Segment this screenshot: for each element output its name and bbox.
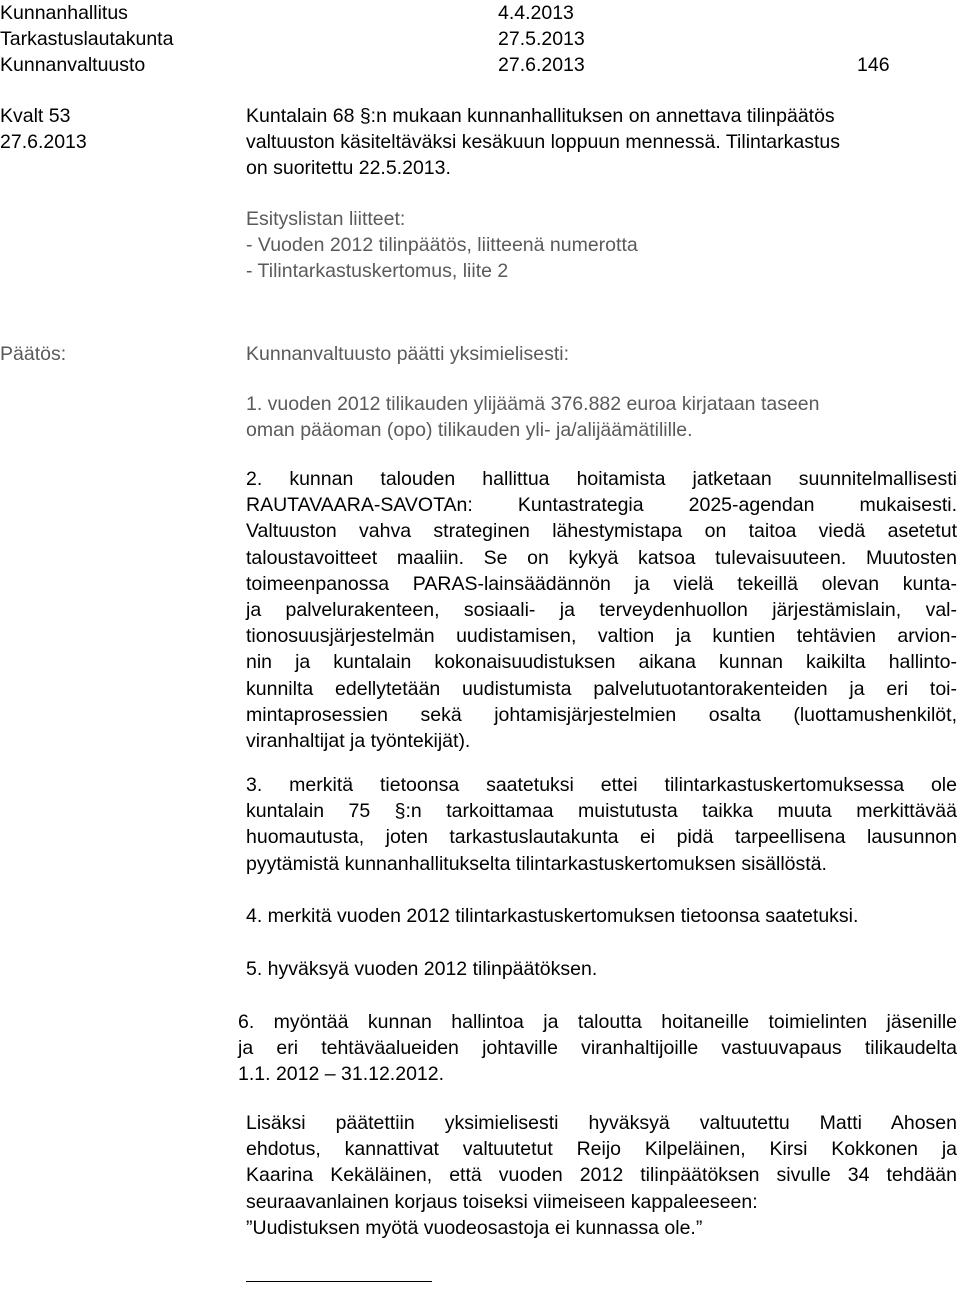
meeting-body-2: Tarkastuslautakunta: [0, 28, 174, 50]
decision-statement: Kunnanvaltuusto päätti yksimielisesti:: [246, 343, 569, 365]
section-ref: Kvalt 53: [0, 105, 71, 127]
decision-item-6: 6. myöntää kunnan hallintoa ja taloutta hoitaneille toimielinten jäsenille ja eri tehtäväalueiden johtaville viranhaltijoille vastuuvapaus tilikaudelta 1.1. 2012 – 31.12.2012.: [238, 1011, 957, 1086]
attachment-item: - Vuoden 2012 tilinpäätös, liitteenä numerotta: [246, 234, 638, 257]
attachments-heading: Esityslistan liitteet:: [246, 208, 406, 230]
decision-item-3: 3. merkitä tietoonsa saatetuksi ettei tilintarkastuskertomuksessa ole kuntalain 75 §:n tarkoittamaa muistutusta taikka muuta merkittävää huomautusta, joten tarkastuslautakunta ei pidä tarpeellisena lausunnon pyytämistä kunnanhallitukselta tilintarkastuskertomuksen sisällöstä.: [246, 774, 957, 875]
meeting-body-1: Kunnanhallitus: [0, 2, 128, 24]
decision-item-5: 5. hyväksyä vuoden 2012 tilinpäätöksen.: [246, 958, 598, 980]
intro-paragraph: Kuntalain 68 §:n mukaan kunnanhallituksen on annettava tilinpäätös valtuuston käsiteltäväksi kesäkuun loppuun mennessä. Tilintarkastus on suoritettu 22.5.2013.: [246, 105, 840, 180]
attachment-item: - Tilintarkastuskertomus, liite 2: [246, 260, 509, 283]
section-date: 27.6.2013: [0, 131, 87, 153]
meeting-date-1: 4.4.2013: [498, 2, 574, 24]
meeting-date-3: 27.6.2013: [498, 54, 585, 76]
decision-item-1: 1. vuoden 2012 tilikauden ylijäämä 376.882 euroa kirjataan taseen oman pääoman (opo) tilikauden yli- ja/alijäämätilille.: [246, 393, 820, 442]
decision-item-4: 4. merkitä vuoden 2012 tilintarkastuskertomuksen tietoonsa saatetuksi.: [246, 905, 859, 927]
signature-line: [246, 1281, 432, 1282]
attachments-list: [246, 206, 638, 285]
decision-label: Päätös:: [0, 343, 67, 365]
meeting-body-3: Kunnanvaltuusto: [0, 54, 146, 76]
decision-item-2: 2. kunnan talouden hallittua hoitamista jatketaan suunnitelmallisesti RAUTAVAARA-SAVOTAn: Kuntastrategia 2025-agendan mukaisesti. Valtuuston vahva strateginen lähestymistapa on taitoa viedä asetetut taloustavoitteet maaliin. Se on kykyä katsoa tulevaisuuteen. Muutosten toimeenpanossa PARAS-lainsäädännön ja vielä tekeillä olevan kunta- ja palvelurakenteen, sosiaali- ja terveydenhuollon järjestämislain, val- tionosuusjärjestelmän uudistamisen, valtion ja kuntien tehtävien arvion- nin ja kuntalain kokonaisuudistuksen aikana kunnan kaikilta hallinto- kunnilta edellytetään uudistumista palvelutuotantorakenteiden ja eri toi- mintaprosessien sekä johtamisjärjestelmien osalta (luottamushenkilöt, viranhaltijat ja työntekijät).: [246, 468, 957, 753]
additional-decision: Lisäksi päätettiin yksimielisesti hyväksyä valtuutettu Matti Ahosen ehdotus, kannattivat valtuutetut Reijo Kilpeläinen, Kirsi Kokkonen ja Kaarina Kekäläinen, että vuoden 2012 tilinpäätöksen sivulle 34 tehdään seuraavanlainen korjaus toiseksi viimeiseen kappaleeseen: ”Uudistuksen myötä vuodeosastoja ei kunnassa ole.”: [246, 1112, 957, 1239]
page-number: 146: [857, 54, 890, 76]
meeting-date-2: 27.5.2013: [498, 28, 585, 50]
